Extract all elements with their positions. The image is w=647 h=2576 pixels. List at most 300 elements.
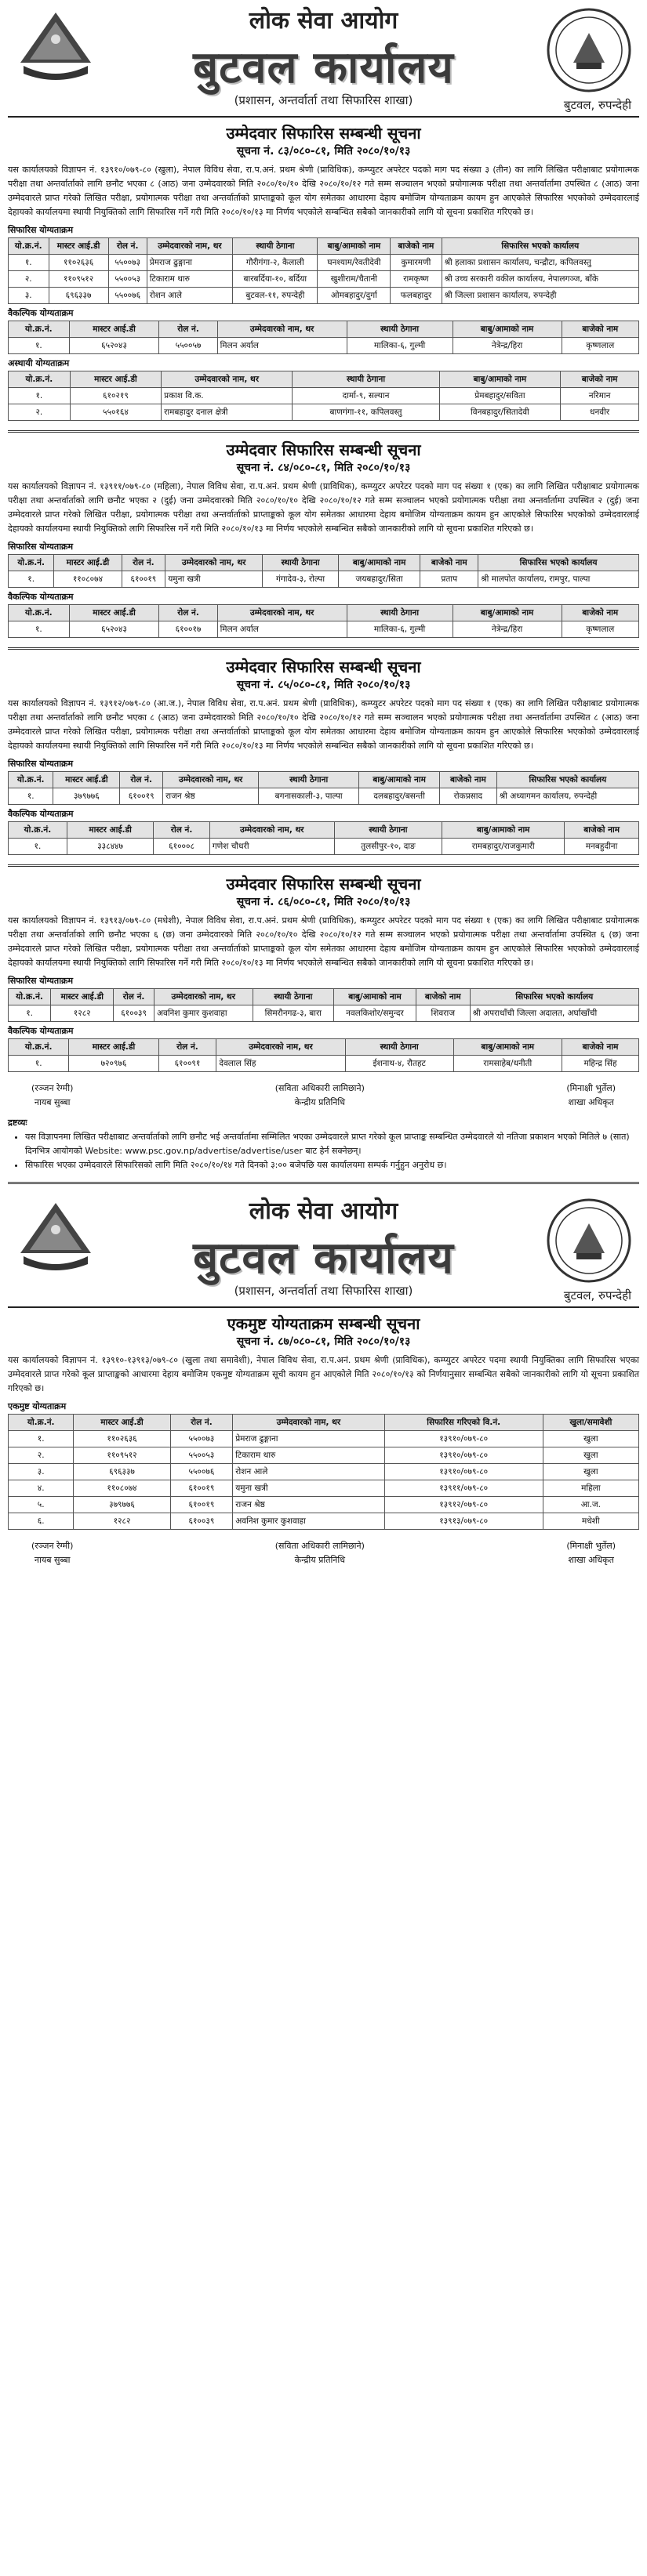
office-name: बुटवल कार्यालय bbox=[193, 1232, 454, 1284]
table-cell: गौरीगंगा-२, कैलाली bbox=[233, 255, 318, 271]
column-header: रोल नं. bbox=[108, 238, 147, 255]
column-header: बाजेको नाम bbox=[562, 605, 638, 621]
column-header: बाबु/आमाको नाम bbox=[359, 772, 440, 788]
column-header: उम्मेदवारको नाम, थर bbox=[154, 989, 253, 1005]
notice-body: यस कार्यालयको विज्ञापन नं. १३९१०/०७९-८० (खुला), नेपाल विविध सेवा, रा.प.अनं. प्रथम श्रेणी (प्राविधिक), कम्प्युटर अपरेटर पदको माग पद संख्या ३ (तीन) का लागि लिखित परीक्षाबाट प्रयोगात्मक परीक्षा तथा अन्तर्वार्ताको लागि छनौट भएका ८ (आठ) जना उम्मेदवारको मिति २०८०/१०/१० देखि २०८०/१०/१२ गते सम्म सञ्चालन भएको प्रयोगात्मक परीक्षा तथा अन्तर्वार्तामा उपस्थित ८ (आठ) जना उम्मेदवारले प्राप्त गरेको लिखित परीक्षा, प्रयोगात्मक परीक्षा तथा अन्तर्वार्ताको प्राप्ताङ्कको कूल योग समेतका आधारमा देहाय बमोजिम योग्यताक्रम कायम हुन आएकोले सिफारिस भएकोको उम्मेदवारलाई देहायको कार्यालयमा स्थायी नियुक्तिको लागि सिफारिस गर्ने गरी मिति २०८०/१०/१३ मा निर्णय भएकोले सम्बन्धित सबैको जानकारीको लागि यो सूचना प्रकाशित गरिएको छ। bbox=[8, 165, 639, 217]
notes-heading: द्रष्टव्यः bbox=[8, 1118, 27, 1128]
commission-name: लोक सेवा आयोग bbox=[249, 7, 398, 34]
column-header: यो.क्र.नं. bbox=[9, 822, 67, 839]
office-subtitle: (प्रशासन, अन्तर्वार्ता तथा सिफारिस शाखा) bbox=[234, 1284, 413, 1298]
psc-seal-icon bbox=[545, 1197, 633, 1284]
column-header: मास्टर आई.डी bbox=[69, 321, 159, 338]
notice-number: सूचना नं. ८३/०८०-८१, मिति २०८०/१०/१३ bbox=[236, 145, 411, 158]
column-header: बाजेको नाम bbox=[565, 822, 639, 839]
column-header: उम्मेदवारको नाम, थर bbox=[162, 371, 293, 388]
table-cell: ६५२०४३ bbox=[69, 621, 159, 638]
column-header: बाजेको नाम bbox=[562, 321, 638, 338]
notice-title: एकमुष्ट योग्यताक्रम सम्बन्धी सूचना bbox=[227, 1314, 420, 1333]
table-cell: प्रेमराज ढुङ्गाना bbox=[147, 255, 232, 271]
table-cell: ३३८४४७ bbox=[67, 839, 154, 855]
table-row bbox=[9, 338, 639, 354]
table-cell: ३. bbox=[9, 1464, 74, 1480]
column-header: यो.क्र.नं. bbox=[9, 555, 54, 571]
consolidated-merit-table bbox=[8, 1414, 639, 1530]
table-cell: २. bbox=[9, 404, 71, 421]
table-cell: जयबहादुर/सिता bbox=[338, 571, 420, 588]
table-cell: मिलन अर्याल bbox=[217, 621, 347, 638]
table-cell: ६१०२१९ bbox=[70, 388, 161, 404]
notes-section bbox=[8, 1116, 639, 1172]
column-header: रोल नं. bbox=[120, 772, 163, 788]
table-cell: ३७९७७६ bbox=[74, 1497, 170, 1513]
office-location: बुटवल, रुपन्देही bbox=[563, 1288, 631, 1302]
notice-body: यस कार्यालयको विज्ञापन नं. १३९१०-१३९१३/०७९-८० (खुला तथा समावेशी), नेपाल विविध सेवा, रा.प.अनं. प्रथम श्रेणी (प्राविधिक), कम्प्युटर अपरेटर पदमा स्थायी नियुक्तिका लागि सिफारिस भएका उम्मेदवारले प्राप्त गरेको कूल प्राप्ताङ्कको आधारमा देहाय बमोजिम एकमुष्ट योग्यताक्रम सूची कायम हुन आएकोले मिति २०८०/१०/१३ को निर्णयानुसार सम्बन्धित सबैको जानकारीको लागि यो सूचना प्रकाशित गरिएको छ। bbox=[8, 1355, 639, 1393]
table-cell: ६१००३९ bbox=[114, 1005, 154, 1022]
table-cell: विनबहादुर/सितादेवी bbox=[439, 404, 561, 421]
table-cell: रोशन आले bbox=[147, 288, 232, 304]
column-header: बाजेको नाम bbox=[420, 555, 478, 571]
table-row bbox=[9, 1056, 639, 1072]
table-cell: १३९११/०७९-८० bbox=[384, 1480, 543, 1497]
column-header: बाजेको नाम bbox=[562, 1039, 639, 1056]
column-header: उम्मेदवारको नाम, थर bbox=[233, 1415, 384, 1431]
column-header: रोल नं. bbox=[158, 1039, 216, 1056]
recommended-table bbox=[8, 988, 639, 1022]
psc-seal-icon bbox=[545, 6, 633, 94]
column-header: बाबु/आमाको नाम bbox=[453, 321, 562, 338]
column-header: बाबु/आमाको नाम bbox=[453, 1039, 562, 1056]
signatory-role: केन्द्रीय प्रतिनिधि bbox=[294, 1555, 346, 1565]
table-cell: रामबहादुर/राजकुमारी bbox=[442, 839, 565, 855]
column-header: बाजेको नाम bbox=[561, 371, 639, 388]
table-cell: मनबहुदीना bbox=[565, 839, 639, 855]
signatory bbox=[275, 1081, 365, 1110]
table-cell: १. bbox=[9, 621, 70, 638]
column-header: बाबु/आमाको नाम bbox=[453, 605, 562, 621]
table-row bbox=[9, 1005, 639, 1022]
column-header: बाजेको नाम bbox=[416, 989, 470, 1005]
column-header: स्थायी ठेगाना bbox=[345, 1039, 453, 1056]
table-cell: टिकाराम थारु bbox=[147, 271, 232, 288]
table-cell: देवलाल सिंह bbox=[216, 1056, 345, 1072]
office-location: बुटवल, रुपन्देही bbox=[563, 98, 631, 112]
table-cell: रामसाहेब/धनीती bbox=[453, 1056, 562, 1072]
column-header: मास्टर आई.डी bbox=[74, 1415, 170, 1431]
column-header: रोल नं. bbox=[122, 555, 165, 571]
table-row bbox=[9, 571, 639, 588]
table-cell: नरिमान bbox=[561, 388, 639, 404]
signatory-role: नायब सुब्बा bbox=[34, 1555, 71, 1565]
table-cell: ११०२६३६ bbox=[49, 255, 108, 271]
table-cell: प्रताप bbox=[420, 571, 478, 588]
table-row bbox=[9, 288, 639, 304]
signatory-name: (रञ्जन रेग्मी) bbox=[31, 1083, 74, 1093]
signatory bbox=[275, 1539, 365, 1567]
column-header: यो.क्र.नं. bbox=[9, 1039, 69, 1056]
table-cell: मिलन अर्याल bbox=[217, 338, 347, 354]
table-header-row bbox=[9, 371, 639, 388]
table-cell: खुला bbox=[543, 1431, 638, 1447]
table-cell: १. bbox=[9, 388, 71, 404]
table-cell: मालिका-६, गुल्मी bbox=[347, 621, 453, 638]
column-header: उम्मेदवारको नाम, थर bbox=[216, 1039, 345, 1056]
table-cell: महिला bbox=[543, 1480, 638, 1497]
signatures bbox=[31, 1081, 616, 1110]
table-row bbox=[9, 1431, 639, 1447]
column-header: उम्मेदवारको नाम, थर bbox=[217, 605, 347, 621]
column-header: यो.क्र.नं. bbox=[9, 989, 51, 1005]
table-cell: घनश्याम/रेवतीदेवी bbox=[318, 255, 391, 271]
table-cell: ५५००७३ bbox=[170, 1431, 233, 1447]
table-cell: श्री उच्च सरकारी वकील कार्यालय, नेपालगञ्ज, बाँके bbox=[442, 271, 638, 288]
table-cell: ५५००७६ bbox=[170, 1464, 233, 1480]
note-item: • सिफारिस भएका उम्मेदवारले सिफारिसको लागि मिति २०८०/१०/१४ गते दिनको ३:०० बजेपछि यस कार्यालयमा सम्पर्क गर्नुहुन अनुरोध छ। bbox=[25, 1158, 639, 1172]
column-header: यो.क्र.नं. bbox=[9, 321, 70, 338]
table-cell: ५५००५३ bbox=[170, 1447, 233, 1464]
notes-list bbox=[25, 1130, 639, 1172]
table-cell: ६१००१९ bbox=[170, 1497, 233, 1513]
table-cell: यमुना खत्री bbox=[233, 1480, 384, 1497]
notice-number: सूचना नं. ८७/०८०-८१, मिति २०८०/१०/१३ bbox=[236, 1335, 411, 1348]
table-cell: प्रेमबहादुर/सविता bbox=[439, 388, 561, 404]
table-header-row bbox=[9, 989, 639, 1005]
note-item: • यस विज्ञापनमा लिखित परीक्षाबाट अन्तर्वार्ताको लागि छनौट भई अन्तर्वार्तामा सम्मिलित भएका उम्मेदवारले प्राप्त गरेको कूल प्राप्ताङ्क सम्बन्धित उम्मेदवारले यो नतिजा प्रकाशन भएको मितिले ७ (सात) दिनभित्र आयोगको Website: www.psc.gov.np/advertise/advertise/user बाट हेर्न सक्नेछन्। bbox=[25, 1130, 639, 1158]
signatory bbox=[31, 1539, 73, 1567]
table-cell: ११०९५१२ bbox=[74, 1447, 170, 1464]
table-cell: १३९१०/०७९-८० bbox=[384, 1447, 543, 1464]
table-cell: १३९१३/०७९-८० bbox=[384, 1513, 543, 1530]
table-header-row bbox=[9, 1039, 639, 1056]
table-cell: ११०९५१२ bbox=[49, 271, 108, 288]
column-header: मास्टर आई.डी bbox=[53, 772, 120, 788]
table-cell: कृष्णलाल bbox=[562, 338, 638, 354]
table-cell: प्रेमराज ढुङ्गाना bbox=[233, 1431, 384, 1447]
table-cell: ६. bbox=[9, 1513, 74, 1530]
column-header: उम्मेदवारको नाम, थर bbox=[163, 772, 259, 788]
section-divider bbox=[8, 430, 639, 433]
notice-title: उम्मेदवार सिफारिस सम्बन्धी सूचना bbox=[226, 658, 421, 676]
table-cell: रामबहादुर दनाल क्षेत्री bbox=[162, 404, 293, 421]
signatory-name: (सविता अधिकारी लामिछाने) bbox=[274, 1541, 365, 1551]
table-cell: रोकप्रसाद bbox=[439, 788, 496, 805]
column-header: सिफारिस भएको कार्यालय bbox=[442, 238, 638, 255]
column-header: यो.क्र.नं. bbox=[9, 371, 71, 388]
table-cell: ६९६३३७ bbox=[49, 288, 108, 304]
column-header: उम्मेदवारको नाम, थर bbox=[147, 238, 232, 255]
column-header: स्थायी ठेगाना bbox=[334, 822, 442, 839]
table-cell: नेत्रेन्द्र/हिरा bbox=[453, 621, 562, 638]
recommended-list-label: सिफारिस योग्यताक्रम bbox=[8, 542, 74, 552]
recommended-table bbox=[8, 237, 639, 304]
table-cell: ५५००५३ bbox=[108, 271, 147, 288]
alternate-list-label: वैकल्पिक योग्यताक्रम bbox=[8, 1026, 74, 1036]
table-cell: राजन श्रेष्ठ bbox=[163, 788, 259, 805]
column-header: स्थायी ठेगाना bbox=[347, 605, 453, 621]
table-cell: मालिका-६, गुल्मी bbox=[347, 338, 453, 354]
signatory-name: (मिनाक्षी भुर्तेल) bbox=[566, 1541, 616, 1551]
table-cell: महिन्द्र सिंह bbox=[562, 1056, 639, 1072]
column-header: रोल नं. bbox=[170, 1415, 233, 1431]
table-header-row bbox=[9, 321, 639, 338]
column-header: स्थायी ठेगाना bbox=[259, 772, 359, 788]
temporary-list-label: अस्थायी योग्यताक्रम bbox=[8, 358, 70, 368]
table-cell: २. bbox=[9, 271, 49, 288]
column-header: मास्टर आई.डी bbox=[51, 989, 114, 1005]
table-cell: १. bbox=[9, 1005, 51, 1022]
table-cell: फलबहादुर bbox=[391, 288, 442, 304]
table-cell: रोशन आले bbox=[233, 1464, 384, 1480]
table-cell: १२८२ bbox=[51, 1005, 114, 1022]
recommended-list-label: सिफारिस योग्यताक्रम bbox=[8, 976, 74, 986]
section-divider bbox=[8, 1182, 639, 1184]
column-header: स्थायी ठेगाना bbox=[347, 321, 453, 338]
recommended-table bbox=[8, 554, 639, 588]
notice-number: सूचना नं. ८४/०८०-८१, मिति २०८०/१०/१३ bbox=[236, 462, 411, 474]
column-header: स्थायी ठेगाना bbox=[233, 238, 318, 255]
notice-body: यस कार्यालयको विज्ञापन नं. १३९११/०७९-८० (महिला), नेपाल विविध सेवा, रा.प.अनं. प्रथम श्रेणी (प्राविधिक), कम्प्युटर अपरेटर पदको माग पद संख्या १ (एक) का लागि लिखित परीक्षाबाट प्रयोगात्मक परीक्षा तथा अन्तर्वार्ताको लागि छनौट भएका २ (दुई) जना उम्मेदवारको मिति २०८०/१०/१० देखि २०८०/१०/१२ गते सम्म सञ्चालन भएको प्रयोगात्मक परीक्षा तथा अन्तर्वार्तामा उपस्थित २ (दुई) जना उम्मेदवारले प्राप्त गरेको लिखित परीक्षा, प्रयोगात्मक परीक्षा तथा अन्तर्वार्ताको प्राप्ताङ्कको कूल योग समेतका आधारमा देहाय बमोजिम योग्यताक्रम कायम हुन आएकोले सिफारिस भएकोको उम्मेदवारलाई देहायको कार्यालयमा स्थायी नियुक्तिको लागि सिफारिस गर्ने गरी मिति २०८०/१०/१३ मा निर्णय भएकोले सम्बन्धित सबैको जानकारीको लागि यो सूचना प्रकाशित गरिएको छ। bbox=[8, 481, 639, 534]
column-header: बाबु/आमाको नाम bbox=[442, 822, 565, 839]
table-cell: १. bbox=[9, 1431, 74, 1447]
column-header: बाबु/आमाको नाम bbox=[338, 555, 420, 571]
table-cell: रामकृष्ण bbox=[391, 271, 442, 288]
column-header: उम्मेदवारको नाम, थर bbox=[217, 321, 347, 338]
table-cell: ओमबहादुर/दुर्गा bbox=[318, 288, 391, 304]
table-cell: ६१००१९ bbox=[120, 788, 163, 805]
column-header: मास्टर आई.डी bbox=[69, 605, 159, 621]
column-header: स्थायी ठेगाना bbox=[263, 555, 339, 571]
column-header: सिफारिस भएको कार्यालय bbox=[496, 772, 638, 788]
column-header: स्थायी ठेगाना bbox=[253, 989, 333, 1005]
office-subtitle: (प्रशासन, अन्तर्वार्ता तथा सिफारिस शाखा) bbox=[234, 93, 413, 107]
table-cell: ६१००१९ bbox=[170, 1480, 233, 1497]
table-cell: दार्मा-९, सल्यान bbox=[293, 388, 439, 404]
table-header-row bbox=[9, 1415, 639, 1431]
notice-title: उम्मेदवार सिफारिस सम्बन्धी सूचना bbox=[226, 124, 421, 143]
table-cell: ५. bbox=[9, 1497, 74, 1513]
table-row bbox=[9, 388, 639, 404]
alternate-table bbox=[8, 821, 639, 855]
column-header: मास्टर आई.डी bbox=[70, 371, 161, 388]
column-header: सिफारिस भएको कार्यालय bbox=[470, 989, 638, 1005]
table-cell: तुलसीपुर-१०, दाङ bbox=[334, 839, 442, 855]
table-row bbox=[9, 1497, 639, 1513]
table-cell: खुशीराम/चैतानी bbox=[318, 271, 391, 288]
table-cell: १. bbox=[9, 788, 53, 805]
table-cell: श्री अपराधाँची जिल्ला अदालत, अर्घाखाँची bbox=[470, 1005, 638, 1022]
column-header: यो.क्र.नं. bbox=[9, 605, 70, 621]
table-cell: कुमारमणी bbox=[391, 255, 442, 271]
table-cell: ६१००९१ bbox=[158, 1056, 216, 1072]
column-header: यो.क्र.नं. bbox=[9, 238, 49, 255]
table-cell: १३९१०/०७९-८० bbox=[384, 1431, 543, 1447]
table-cell: अवनिश कुमार कुशवाहा bbox=[233, 1513, 384, 1530]
alternate-table bbox=[8, 604, 639, 638]
table-cell: धनवीर bbox=[561, 404, 639, 421]
table-cell: आ.ज. bbox=[543, 1497, 638, 1513]
table-cell: ११०८०७४ bbox=[74, 1480, 170, 1497]
column-header: बाजेको नाम bbox=[391, 238, 442, 255]
table-cell: १२८२ bbox=[74, 1513, 170, 1530]
alternate-list-label: वैकल्पिक योग्यताक्रम bbox=[8, 809, 74, 819]
table-cell: श्री अध्यागमन कार्यालय, रुपन्देही bbox=[496, 788, 638, 805]
column-header: मास्टर आई.डी bbox=[49, 238, 108, 255]
notice-number: सूचना नं. ८५/०८०-८१, मिति २०८०/१०/१३ bbox=[236, 679, 411, 691]
column-header: मास्टर आई.डी bbox=[69, 1039, 158, 1056]
column-header: सिफारिस गरिएको वि.नं. bbox=[384, 1415, 543, 1431]
table-cell: १३९१०/०७९-८० bbox=[384, 1464, 543, 1480]
table-cell: ७२०९७६ bbox=[69, 1056, 158, 1072]
merit-list-label: एकमुष्ट योग्यताक्रम bbox=[8, 1401, 67, 1411]
signatory-role: शाखा अधिकृत bbox=[568, 1555, 614, 1565]
table-cell: १. bbox=[9, 338, 70, 354]
table-row bbox=[9, 1447, 639, 1464]
column-header: यो.क्र.नं. bbox=[9, 772, 53, 788]
table-cell: ५५००७३ bbox=[108, 255, 147, 271]
table-cell: गणेश चौधरी bbox=[209, 839, 334, 855]
column-header: उम्मेदवारको नाम, थर bbox=[165, 555, 263, 571]
table-cell: ५५००७६ bbox=[108, 288, 147, 304]
table-cell: २. bbox=[9, 1447, 74, 1464]
alternate-list-label: वैकल्पिक योग्यताक्रम bbox=[8, 592, 74, 602]
table-cell: गंगादेव-३, रोल्पा bbox=[263, 571, 339, 588]
column-header: रोल नं. bbox=[154, 822, 209, 839]
table-row bbox=[9, 621, 639, 638]
table-cell: १. bbox=[9, 1056, 69, 1072]
signatory-name: (रञ्जन रेग्मी) bbox=[31, 1541, 74, 1551]
column-header: बाजेको नाम bbox=[439, 772, 496, 788]
table-cell: दलबहादुर/बसन्ती bbox=[359, 788, 440, 805]
alternate-table bbox=[8, 321, 639, 354]
column-header: खुला/समावेशी bbox=[543, 1415, 638, 1431]
recommended-list-label: सिफारिस योग्यताक्रम bbox=[8, 225, 74, 235]
table-cell: ईशनाथ-४, रौतहट bbox=[345, 1056, 453, 1072]
table-cell: नवलकिशोर/समुन्दर bbox=[333, 1005, 416, 1022]
table-cell: ६५२०४३ bbox=[69, 338, 159, 354]
table-header-row bbox=[9, 555, 639, 571]
table-cell: ४. bbox=[9, 1480, 74, 1497]
column-header: मास्टर आई.डी bbox=[54, 555, 122, 571]
table-cell: बगनासकाली-३, पाल्पा bbox=[259, 788, 359, 805]
table-cell: ३. bbox=[9, 288, 49, 304]
table-cell: प्रकाश वि.क. bbox=[162, 388, 293, 404]
temporary-table bbox=[8, 371, 639, 421]
table-cell: ५५००५७ bbox=[159, 338, 217, 354]
table-cell: मधेशी bbox=[543, 1513, 638, 1530]
table-cell: सिमरौनगढ-३, बारा bbox=[253, 1005, 333, 1022]
table-cell: टिकाराम थारु bbox=[233, 1447, 384, 1464]
table-cell: ६१०००८ bbox=[154, 839, 209, 855]
signatory bbox=[566, 1539, 616, 1567]
table-cell: बुटवल-११, रुपन्देही bbox=[233, 288, 318, 304]
table-cell: ११०२६३६ bbox=[74, 1431, 170, 1447]
signatory bbox=[31, 1081, 73, 1110]
table-cell: बाणगंगा-११, कपिलवस्तु bbox=[293, 404, 439, 421]
table-cell: अवनिश कुमार कुशवाहा bbox=[154, 1005, 253, 1022]
commission-name: लोक सेवा आयोग bbox=[249, 1197, 398, 1225]
table-cell: ६१००१७ bbox=[159, 621, 217, 638]
table-cell: खुला bbox=[543, 1464, 638, 1480]
table-cell: नेत्रेन्द्र/हिरा bbox=[453, 338, 562, 354]
alternate-table bbox=[8, 1038, 639, 1072]
office-name: बुटवल कार्यालय bbox=[193, 42, 454, 93]
table-cell: ६१००३९ bbox=[170, 1513, 233, 1530]
table-row bbox=[9, 1513, 639, 1530]
alternate-list-label: वैकल्पिक योग्यताक्रम bbox=[8, 308, 74, 318]
notice-body: यस कार्यालयको विज्ञापन नं. १३९१२/०७९-८० (आ.ज.), नेपाल विविध सेवा, रा.प.अनं. प्रथम श्रेणी (प्राविधिक), कम्प्युटर अपरेटर पदको माग पद संख्या १ (एक) का लागि लिखित परीक्षाबाट प्रयोगात्मक परीक्षा तथा अन्तर्वार्ताको लागि छनौट भएका ८ (आठ) जना उम्मेदवारको मिति २०८०/१०/१० देखि २०८०/१०/१२ गते सम्म सञ्चालन भएको प्रयोगात्मक परीक्षा तथा अन्तर्वार्तामा उपस्थित ८ (आठ) जना उम्मेदवारले प्राप्त गरेको लिखित परीक्षा, प्रयोगात्मक परीक्षा तथा अन्तर्वार्ताको प्राप्ताङ्कको कूल योग समेतका आधारमा देहाय बमोजिम योग्यताक्रम कायम हुन आएकोले सिफारिस भएकोको उम्मेदवारलाई देहायको कार्यालयमा स्थायी नियुक्तिको लागि सिफारिस गर्ने गरी मिति २०८०/१०/१३ मा निर्णय भएकोले सम्बन्धित सबैको जानकारीको लागि यो सूचना प्रकाशित गरिएको छ। bbox=[8, 698, 639, 751]
table-header-row bbox=[9, 822, 639, 839]
table-cell: श्री हलाका प्रशासन कार्यालय, चन्द्रौटा, कपिलवस्तु bbox=[442, 255, 638, 271]
column-header: उम्मेदवारको नाम, थर bbox=[209, 822, 334, 839]
signatory-role: नायब सुब्बा bbox=[34, 1097, 71, 1107]
table-cell: श्री जिल्ला प्रशासन कार्यालय, रुपन्देही bbox=[442, 288, 638, 304]
table-cell: श्री मालपोत कार्यालय, रामपुर, पाल्पा bbox=[478, 571, 639, 588]
column-header: स्थायी ठेगाना bbox=[293, 371, 439, 388]
table-header-row bbox=[9, 772, 639, 788]
recommended-table bbox=[8, 771, 639, 805]
column-header: रोल नं. bbox=[159, 605, 217, 621]
notice-title: उम्मेदवार सिफारिस सम्बन्धी सूचना bbox=[226, 440, 421, 459]
table-cell: ११०८०७४ bbox=[54, 571, 122, 588]
table-cell: १. bbox=[9, 255, 49, 271]
signatory-name: (सविता अधिकारी लामिछाने) bbox=[274, 1083, 365, 1093]
section-divider bbox=[8, 647, 639, 650]
table-row bbox=[9, 404, 639, 421]
notice-body: यस कार्यालयको विज्ञापन नं. १३९१३/०७९-८० (मधेशी), नेपाल विविध सेवा, रा.प.अनं. प्रथम श्रेणी (प्राविधिक), कम्प्युटर अपरेटर पदको माग पद संख्या १ (एक) का लागि लिखित परीक्षाबाट प्रयोगात्मक परीक्षा तथा अन्तर्वार्ताको लागि छनौट भएका ६ (छ) जना उम्मेदवारको मिति २०८०/१०/१० देखि २०८०/१०/१२ गते सम्म सञ्चालन भएको प्रयोगात्मक परीक्षा तथा अन्तर्वार्तामा उपस्थित ६ (छ) जना उम्मेदवारले प्राप्त गरेको लिखित परीक्षा, प्रयोगात्मक परीक्षा तथा अन्तर्वार्ताको प्राप्ताङ्कको कूल योग समेतका आधारमा देहाय बमोजिम योग्यताक्रम कायम हुन आएकोले सिफारिस भएकोको उम्मेदवारलाई देहायको कार्यालयमा स्थायी नियुक्तिको लागि सिफारिस गर्ने गरी मिति २०८०/१०/१३ मा निर्णय भएकोले सम्बन्धित सबैको जानकारीको लागि यो सूचना प्रकाशित गरिएको छ। bbox=[8, 915, 639, 968]
office-header bbox=[8, 1190, 639, 1308]
table-row bbox=[9, 271, 639, 288]
table-row bbox=[9, 788, 639, 805]
column-header: रोल नं. bbox=[114, 989, 154, 1005]
table-cell: खुला bbox=[543, 1447, 638, 1464]
column-header: मास्टर आई.डी bbox=[67, 822, 154, 839]
table-cell: कृष्णलाल bbox=[562, 621, 638, 638]
table-header-row bbox=[9, 238, 639, 255]
signatures bbox=[31, 1539, 616, 1567]
signatory-role: शाखा अधिकृत bbox=[568, 1097, 614, 1107]
column-header: बाबु/आमाको नाम bbox=[333, 989, 416, 1005]
table-cell: १. bbox=[9, 839, 67, 855]
notice-number: सूचना नं. ८६/०८०-८१, मिति २०८०/१०/१३ bbox=[236, 896, 411, 908]
table-row bbox=[9, 255, 639, 271]
table-cell: राजन श्रेष्ठ bbox=[233, 1497, 384, 1513]
signatory-role: केन्द्रीय प्रतिनिधि bbox=[294, 1097, 346, 1107]
table-row bbox=[9, 839, 639, 855]
table-header-row bbox=[9, 605, 639, 621]
table-cell: ५५०१६४ bbox=[70, 404, 161, 421]
column-header: रोल नं. bbox=[159, 321, 217, 338]
recommended-list-label: सिफारिस योग्यताक्रम bbox=[8, 759, 74, 769]
table-cell: शिवराज bbox=[416, 1005, 470, 1022]
table-cell: बारबर्दिया-१०, बर्दिया bbox=[233, 271, 318, 288]
column-header: बाबु/आमाको नाम bbox=[318, 238, 391, 255]
table-row bbox=[9, 1464, 639, 1480]
office-header bbox=[8, 0, 639, 118]
table-row bbox=[9, 1480, 639, 1497]
column-header: यो.क्र.नं. bbox=[9, 1415, 74, 1431]
section-divider bbox=[8, 864, 639, 867]
table-cell: १३९१२/०७९-८० bbox=[384, 1497, 543, 1513]
table-cell: ३७९७७६ bbox=[53, 788, 120, 805]
notice-title: उम्मेदवार सिफारिस सम्बन्धी सूचना bbox=[226, 875, 421, 893]
signatory bbox=[566, 1081, 616, 1110]
signatory-name: (मिनाक्षी भुर्तेल) bbox=[566, 1083, 616, 1093]
table-cell: यमुना खत्री bbox=[165, 571, 263, 588]
column-header: बाबु/आमाको नाम bbox=[439, 371, 561, 388]
table-cell: १. bbox=[9, 571, 54, 588]
column-header: सिफारिस भएको कार्यालय bbox=[478, 555, 639, 571]
table-cell: ६१००१९ bbox=[122, 571, 165, 588]
table-cell: ६९६३३७ bbox=[74, 1464, 170, 1480]
